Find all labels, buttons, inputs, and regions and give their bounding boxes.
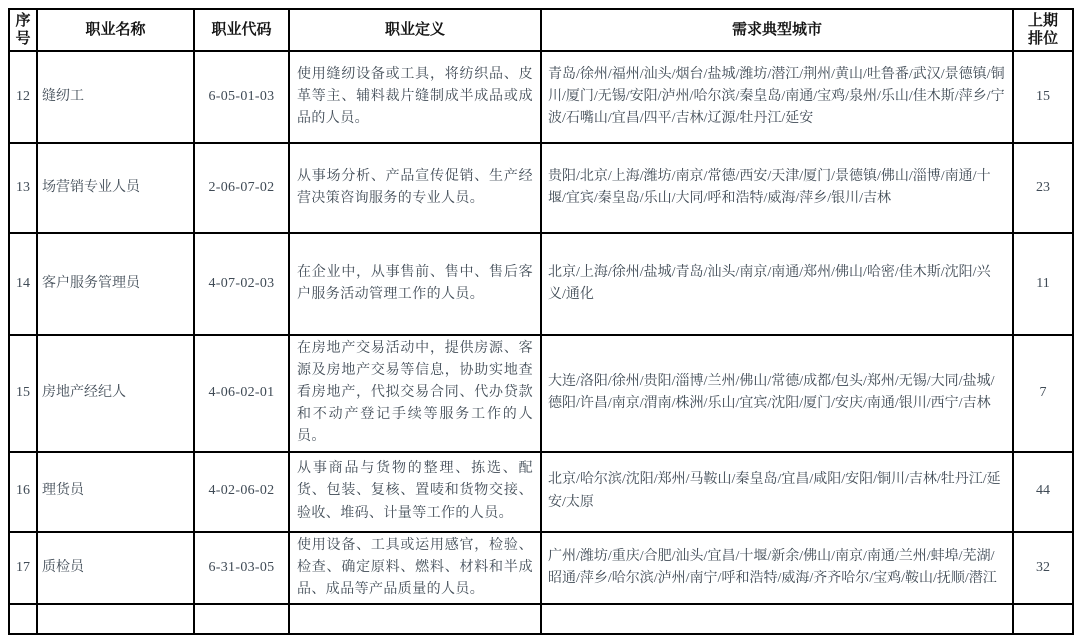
cell-occupation-definition: 从事商品与货物的整理、拣选、配货、包装、复核、置唛和货物交接、验收、堆码、计量等工作的人员。 bbox=[289, 452, 541, 532]
cell-previous-rank: 32 bbox=[1013, 532, 1073, 604]
cell-previous-rank: 44 bbox=[1013, 452, 1073, 532]
cell-index: 13 bbox=[9, 143, 37, 233]
cell-empty bbox=[541, 604, 1013, 634]
cell-occupation-name: 质检员 bbox=[37, 532, 194, 604]
col-header-occupation-name: 职业名称 bbox=[37, 9, 194, 51]
cell-previous-rank: 23 bbox=[1013, 143, 1073, 233]
cell-demand-cities: 广州/潍坊/重庆/合肥/汕头/宜昌/十堰/新余/佛山/南京/南通/兰州/蚌埠/芜湖/昭通/萍乡/哈尔滨/泸州/南宁/呼和浩特/威海/齐齐哈尔/宝鸡/鞍山/抚顺/潜江 bbox=[541, 532, 1013, 604]
cell-occupation-name: 缝纫工 bbox=[37, 51, 194, 143]
cell-empty bbox=[289, 604, 541, 634]
occupations-table bbox=[8, 8, 1074, 635]
cell-occupation-code: 4-07-02-03 bbox=[194, 233, 289, 335]
table-row bbox=[9, 532, 1073, 604]
cell-occupation-name: 房地产经纪人 bbox=[37, 335, 194, 452]
table-body bbox=[9, 51, 1073, 634]
cell-demand-cities: 北京/哈尔滨/沈阳/郑州/马鞍山/秦皇岛/宜昌/咸阳/安阳/铜川/吉林/牡丹江/延安/太原 bbox=[541, 452, 1013, 532]
cell-previous-rank: 11 bbox=[1013, 233, 1073, 335]
cell-occupation-definition: 使用缝纫设备或工具，将纺织品、皮革等主、辅料裁片缝制成半成品或成品的人员。 bbox=[289, 51, 541, 143]
cell-index: 15 bbox=[9, 335, 37, 452]
cell-demand-cities: 大连/洛阳/徐州/贵阳/淄博/兰州/佛山/常德/成都/包头/郑州/无锡/大同/盐城/德阳/许昌/南京/渭南/株洲/乐山/宜宾/沈阳/厦门/安庆/南通/银川/西宁/吉林 bbox=[541, 335, 1013, 452]
cell-previous-rank: 7 bbox=[1013, 335, 1073, 452]
cell-occupation-name: 场营销专业人员 bbox=[37, 143, 194, 233]
cell-demand-cities: 贵阳/北京/上海/潍坊/南京/常德/西安/天津/厦门/景德镇/佛山/淄博/南通/十堰/宜宾/秦皇岛/乐山/大同/呼和浩特/威海/萍乡/银川/吉林 bbox=[541, 143, 1013, 233]
cell-occupation-code: 4-06-02-01 bbox=[194, 335, 289, 452]
cell-empty bbox=[9, 604, 37, 634]
cell-occupation-name: 客户服务管理员 bbox=[37, 233, 194, 335]
table-row bbox=[9, 51, 1073, 143]
col-header-index: 序号 bbox=[9, 9, 37, 51]
cell-index: 17 bbox=[9, 532, 37, 604]
cell-occupation-code: 6-31-03-05 bbox=[194, 532, 289, 604]
cell-index: 16 bbox=[9, 452, 37, 532]
next-row-partial bbox=[9, 604, 1073, 634]
cell-demand-cities: 北京/上海/徐州/盐城/青岛/汕头/南京/南通/郑州/佛山/哈密/佳木斯/沈阳/兴义/通化 bbox=[541, 233, 1013, 335]
col-header-demand-cities: 需求典型城市 bbox=[541, 9, 1013, 51]
cell-demand-cities: 青岛/徐州/福州/汕头/烟台/盐城/潍坊/潜江/荆州/黄山/吐鲁番/武汉/景德镇/铜川/厦门/无锡/安阳/泸州/哈尔滨/秦皇岛/南通/宝鸡/泉州/乐山/佳木斯/萍乡/宁波/石嘴山/宜昌/四平/吉林/辽源/牡丹江/延安 bbox=[541, 51, 1013, 143]
col-header-occupation-definition: 职业定义 bbox=[289, 9, 541, 51]
cell-previous-rank: 15 bbox=[1013, 51, 1073, 143]
cell-occupation-name: 理货员 bbox=[37, 452, 194, 532]
cell-occupation-definition: 在企业中，从事售前、售中、售后客户服务活动管理工作的人员。 bbox=[289, 233, 541, 335]
cell-empty bbox=[194, 604, 289, 634]
cell-occupation-code: 2-06-07-02 bbox=[194, 143, 289, 233]
col-header-occupation-code: 职业代码 bbox=[194, 9, 289, 51]
cell-occupation-definition: 在房地产交易活动中，提供房源、客源及房地产交易等信息，协助实地查看房地产，代拟交易合同、代办贷款和不动产登记手续等服务工作的人员。 bbox=[289, 335, 541, 452]
cell-empty bbox=[1013, 604, 1073, 634]
col-header-previous-rank bbox=[1013, 9, 1073, 51]
cell-empty bbox=[37, 604, 194, 634]
cell-occupation-code: 6-05-01-03 bbox=[194, 51, 289, 143]
col-header-previous-rank-label: 上期排位 bbox=[1028, 13, 1059, 47]
cell-occupation-definition: 从事场分析、产品宣传促销、生产经营决策咨询服务的专业人员。 bbox=[289, 143, 541, 233]
table-row bbox=[9, 452, 1073, 532]
cell-index: 12 bbox=[9, 51, 37, 143]
table-header bbox=[9, 9, 1073, 51]
table-row bbox=[9, 143, 1073, 233]
cell-index: 14 bbox=[9, 233, 37, 335]
cell-occupation-code: 4-02-06-02 bbox=[194, 452, 289, 532]
cell-occupation-definition: 使用设备、工具或运用感官，检验、检查、确定原料、燃料、材料和半成品、成品等产品质量的人员。 bbox=[289, 532, 541, 604]
header-row bbox=[9, 9, 1073, 51]
table-row bbox=[9, 335, 1073, 452]
table-row bbox=[9, 233, 1073, 335]
